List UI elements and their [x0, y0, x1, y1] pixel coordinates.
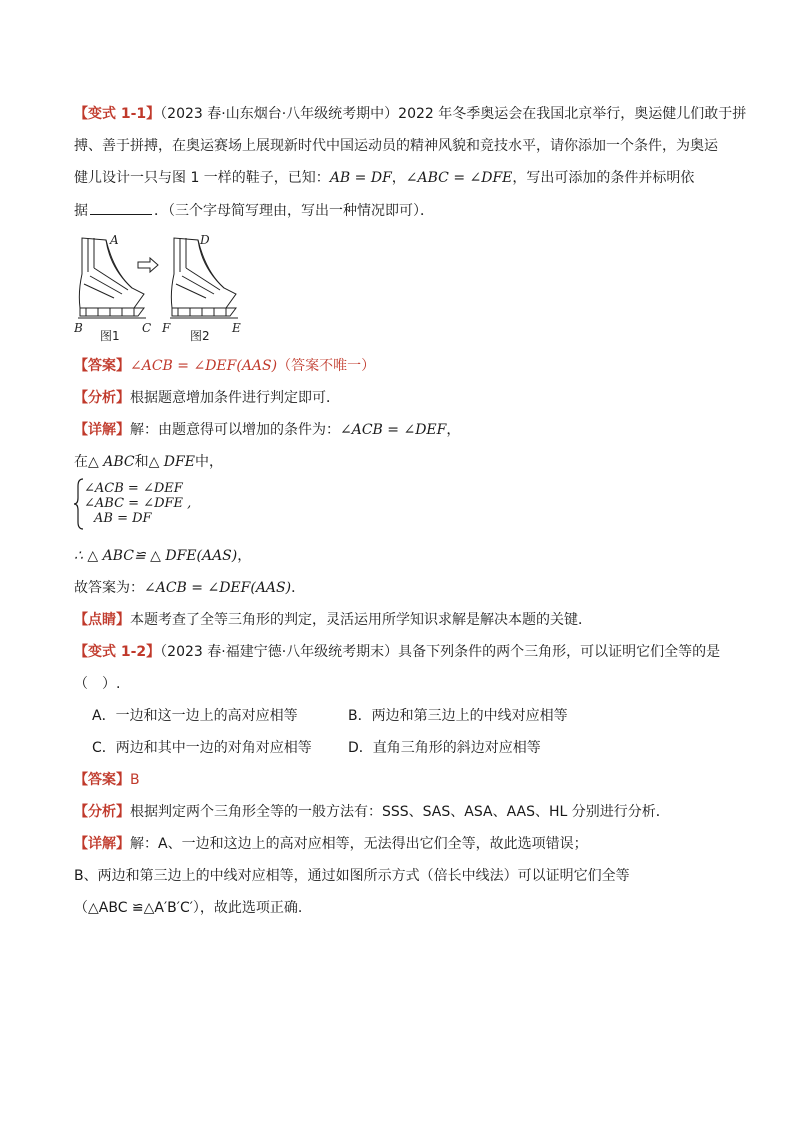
detail-tag: 【详解】	[74, 836, 130, 852]
problem2-detail3: （△ABC ≌△A′B′C′），故此选项正确.	[74, 900, 303, 916]
option-b: B．两边和第三边上的中线对应相等	[348, 708, 568, 724]
problem1-text: 健儿设计一只与图 1 一样的鞋子，已知：	[74, 170, 330, 186]
detail-text: 解：A、一边和这边上的高对应相等，无法得出它们全等，故此选项错误；	[130, 836, 588, 852]
shoe-figure-2	[170, 238, 238, 318]
math-expression: ∠ACB = ∠DEF(AAS)	[144, 580, 292, 596]
answer-note: （答案不唯一）	[277, 358, 376, 374]
problem1-in-triangles	[74, 452, 223, 472]
math-expression: △ ABC	[88, 454, 135, 470]
problem1-text: ，写出可添加的条件并标明依	[512, 170, 695, 186]
detail-text: 中，	[194, 454, 223, 470]
math-expression: ∠ABC = ∠DFE	[405, 170, 513, 186]
figure-2-caption: 图2	[190, 329, 210, 343]
shoe-figure	[74, 232, 250, 344]
comment-text: 本题考查了全等三角形的判定，灵活运用所学知识求解是解决本题的关键．	[130, 612, 592, 628]
system-line-3: AB = DF	[94, 511, 152, 526]
problem2-detail	[74, 834, 588, 854]
answer-tag: 【答案】	[74, 358, 130, 374]
answer-tag: 【答案】	[74, 772, 130, 788]
problem2-detail2: B、两边和第三边上的中线对应相等，通过如图所示方式（倍长中线法）可以证明它们全等	[74, 868, 630, 884]
problem1-answer	[74, 356, 375, 376]
option-d: D．直角三角形的斜边对应相等	[348, 740, 541, 756]
label-A: A	[110, 233, 119, 247]
problem1-line2: 搏、善于拼搏，在奥运赛场上展现新时代中国运动员的精神风貌和竞技水平，请你添加一个条件，为奥运	[74, 138, 718, 154]
problem1-comment	[74, 610, 592, 630]
answer-math: ∠ACB = ∠DEF(AAS)	[130, 358, 278, 374]
analysis-tag: 【分析】	[74, 804, 130, 820]
problem2-paren: （ ）.	[74, 676, 121, 692]
problem1-text: ，	[391, 170, 406, 186]
shoe-figure-1	[78, 238, 146, 318]
label-C: C	[142, 321, 152, 335]
math-expression: ∴ △ ABC≌ △ DFE(AAS)	[74, 548, 238, 564]
arrow-right-icon	[138, 258, 158, 272]
analysis-text: 根据判定两个三角形全等的一般方法有：SSS、SAS、ASA、AAS、HL 分别进行分析．	[130, 804, 670, 820]
answer-value: B	[130, 772, 140, 788]
figure-1-caption: 图1	[100, 329, 120, 343]
detail-text: ，	[237, 548, 252, 564]
detail-text: 和	[134, 454, 149, 470]
problem2-answer	[74, 770, 140, 790]
label-E: E	[232, 321, 241, 335]
detail-text: 解：由题意得可以增加的条件为：	[130, 422, 340, 438]
left-brace-icon	[74, 478, 84, 530]
problem1-text: ．（三个字母简写理由，写出一种情况即可）．	[154, 203, 434, 219]
answer-blank	[90, 200, 152, 215]
problem1-line1	[74, 104, 746, 124]
label-D: D	[200, 233, 210, 247]
option-a: A．一边和这一边上的高对应相等	[92, 708, 298, 724]
math-expression: △ DFE	[148, 454, 195, 470]
problem1-final	[74, 578, 305, 598]
math-expression: AB = DF	[329, 170, 392, 186]
problem1-text: 据	[74, 203, 88, 219]
problem2-line1	[74, 642, 720, 662]
problem2-tag: 【变式 1-2】	[74, 644, 161, 660]
problem2-analysis	[74, 802, 670, 822]
label-F: F	[162, 321, 171, 335]
comment-tag: 【点睛】	[74, 612, 130, 628]
problem1-line3	[74, 168, 694, 188]
option-c: C．两边和其中一边的对角对应相等	[92, 740, 312, 756]
label-B: B	[74, 321, 83, 335]
detail-text: 在	[74, 454, 88, 470]
detail-text: 故答案为：	[74, 580, 144, 596]
math-expression: ∠ACB = ∠DEF	[340, 422, 447, 438]
problem1-text: 2022 年冬季奥运会在我国北京举行，奥运健儿们敢于拼	[398, 106, 747, 122]
problem2-source: （2023 春·福建宁德·八年级统考期末）	[160, 644, 399, 660]
problem2-stem: 具备下列条件的两个三角形，可以证明它们全等的是	[398, 644, 721, 660]
problem1-line4-text	[74, 200, 434, 221]
problem1-analysis	[74, 388, 340, 408]
analysis-tag: 【分析】	[74, 390, 130, 406]
detail-tag: 【详解】	[74, 422, 130, 438]
problem1-therefore	[74, 546, 251, 566]
detail-text: ．	[291, 580, 306, 596]
problem1-detail	[74, 420, 460, 440]
system-line-2: ∠ABC = ∠DFE ,	[84, 496, 192, 511]
problem1-source: （2023 春·山东烟台·八年级统考期中）	[160, 106, 399, 122]
analysis-text: 根据题意增加条件进行判定即可．	[130, 390, 340, 406]
problem1-tag: 【变式 1-1】	[74, 106, 161, 122]
system-line-1: ∠ACB = ∠DEF	[84, 481, 183, 496]
detail-text: ，	[446, 422, 461, 438]
